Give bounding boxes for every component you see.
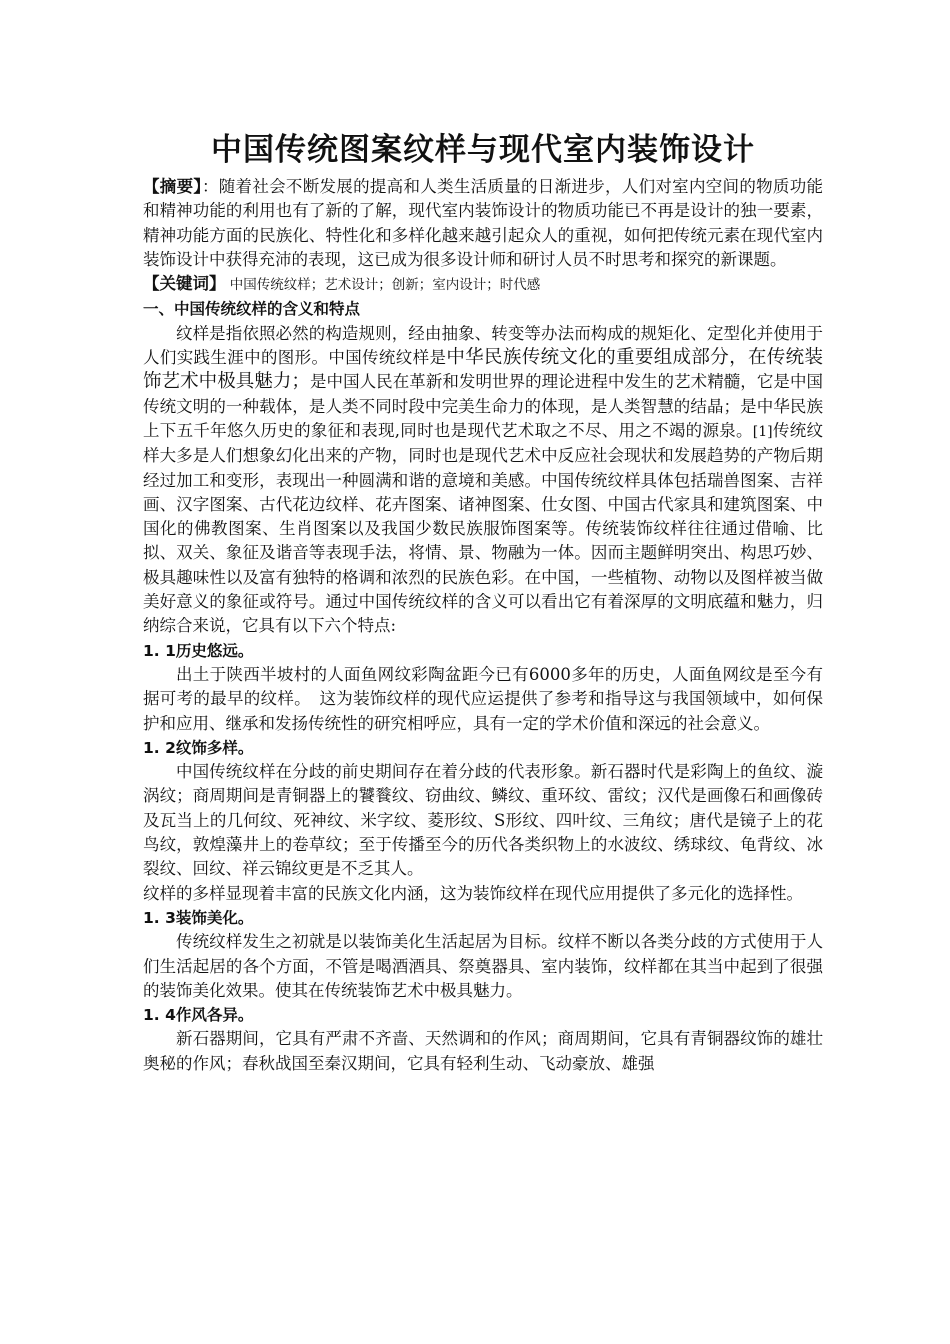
subsection-1-1-text: 出土于陕西半坡村的人面鱼网纹彩陶盆距今已有6000多年的历史，人面鱼网纹是至今有据可考的最早的纹样。 这为装饰纹样的现代应运提供了参考和指导这与我国领域中，如何保护和应用、继承和发扬传统性的研究相呼应，具有一定的学术价值和深远的社会意义。 bbox=[143, 664, 823, 733]
document-page bbox=[143, 127, 823, 1076]
subsection-1-3-heading: 1. 3装饰美化。 bbox=[143, 908, 254, 927]
subsection-1-2-text-continued: 纹样的多样显现着丰富的民族文化内涵，这为装饰纹样在现代应用提供了多元化的选择性。 bbox=[143, 883, 803, 903]
abstract-paragraph bbox=[143, 175, 823, 272]
document-title: 中国传统图案纹样与现代室内装饰设计 bbox=[211, 132, 755, 168]
section-1-text-c: 传统纹样大多是人们想象幻化出来的产物，同时也是现代艺术中反应社会现状和发展趋势的产物后期经过加工和变形，表现出一种圆满和谐的意境和美感。中国传统纹样具体包括瑞兽图案、吉祥画、汉字图案、古代花边纹样、花卉图案、诸神图案、仕女图、中国古代家具和建筑图案、中国化的佛教图案、生肖图案以及我国少数民族服饰图案等。传统装饰纹样往往通过借喻、比拟、双关、象征及谐音等表现手法，将情、景、物融为一体。因而主题鲜明突出、构思巧妙、 极具趣味性以及富有独特的格调和浓烈的民族色彩。在中国，一些植物、动物以及图样被当做美好意义的象征或符号。通过中国传统纹样的含义可以看出它有着深厚的文明底蕴和魅力，归纳综合来说，它具有以下六个特点: bbox=[143, 420, 823, 636]
abstract-label: 【摘要】 bbox=[143, 177, 202, 196]
section-1-heading: 一、中国传统纹样的含义和特点 bbox=[143, 300, 361, 319]
subsection-1-4-text: 新石器期间，它具有严肃不齐啬、天然调和的作风；商周期间，它具有青铜器纹饰的雄壮奥秘的作风；春秋战国至秦汉期间，它具有轻利生动、飞动豪放、雄强 bbox=[143, 1029, 823, 1073]
subsection-1-3-text: 传统纹样发生之初就是以装饰美化生活起居为目标。纹样不断以各类分歧的方式使用于人们生活起居的各个方面，不管是喝酒酒具、祭奠器具、室内装饰，纹样都在其当中起到了很强的装饰美化效果。使其在传统装饰艺术中极具魅力。 bbox=[143, 932, 823, 1000]
abstract-text: ：随着社会不断发展的提高和人类生活质量的日渐进步，人们对室内空间的物质功能和精神功能的利用也有了新的了解，现代室内装饰设计的物质功能已不再是设计的独一要素，精神功能方面的民族化、特性化和多样化越来越引起众人的重视，如何把传统元素在现代室内装饰设计中获得充沛的表现，这已成为很多设计师和研讨人员不时思考和探究的新课题。 bbox=[143, 177, 824, 269]
section-1-text-emphasis: 中华民族传统文化的重要组成部分，在传统装饰艺术中极具魅力； bbox=[143, 347, 823, 393]
section-1-text-b: 是中国人民在革新和发明世界的理论进程中发生的艺术精髓，它是中国传统文明的一种载体，是人类不同时段中完美生命力的体现，是人类智慧的结晶；是中华民族上下五千年悠久历史的象征和表现,同时也是现代艺术取之不尽、用之不竭的源泉。 bbox=[143, 372, 823, 440]
keywords-text: 中国传统纹样；艺术设计；创新；室内设计；时代感 bbox=[225, 277, 541, 294]
section-1-paragraph bbox=[143, 322, 823, 639]
keywords-label: 【关键词】 bbox=[143, 274, 226, 294]
subsection-1-2-text: 中国传统纹样在分歧的前史期间存在着分歧的代表形象。新石器时代是彩陶上的鱼纹、漩涡纹；商周期间是青铜器上的饕餮纹、窃曲纹、鳞纹、重环纹、雷纹；汉代是画像石和画像砖及瓦当上的几何纹、死神纹、米字纹、菱形纹、S形纹、四叶纹、三角纹；唐代是镜子上的花鸟纹，敦煌藻井上的卷草纹；至于传播至今的历代各类织物上的水波纹、绣球纹、龟背纹、冰裂纹、回纹、祥云锦纹更是不乏其人。 bbox=[143, 762, 823, 879]
section-1-text-a: 纹样是指依照必然的构造规则，经由抽象、转变等办法而构成的规矩化、定型化并使用于人们实践生涯中的图形。中国传统纹样是 bbox=[143, 323, 823, 368]
subsection-1-2-heading: 1. 2纹饰多样。 bbox=[143, 738, 254, 757]
subsection-1-1-heading: 1. 1历史悠远。 bbox=[143, 641, 254, 660]
citation-marker: [1] bbox=[752, 423, 773, 440]
keywords-paragraph bbox=[143, 272, 823, 297]
subsection-1-4-heading: 1. 4作风各异。 bbox=[143, 1006, 254, 1025]
